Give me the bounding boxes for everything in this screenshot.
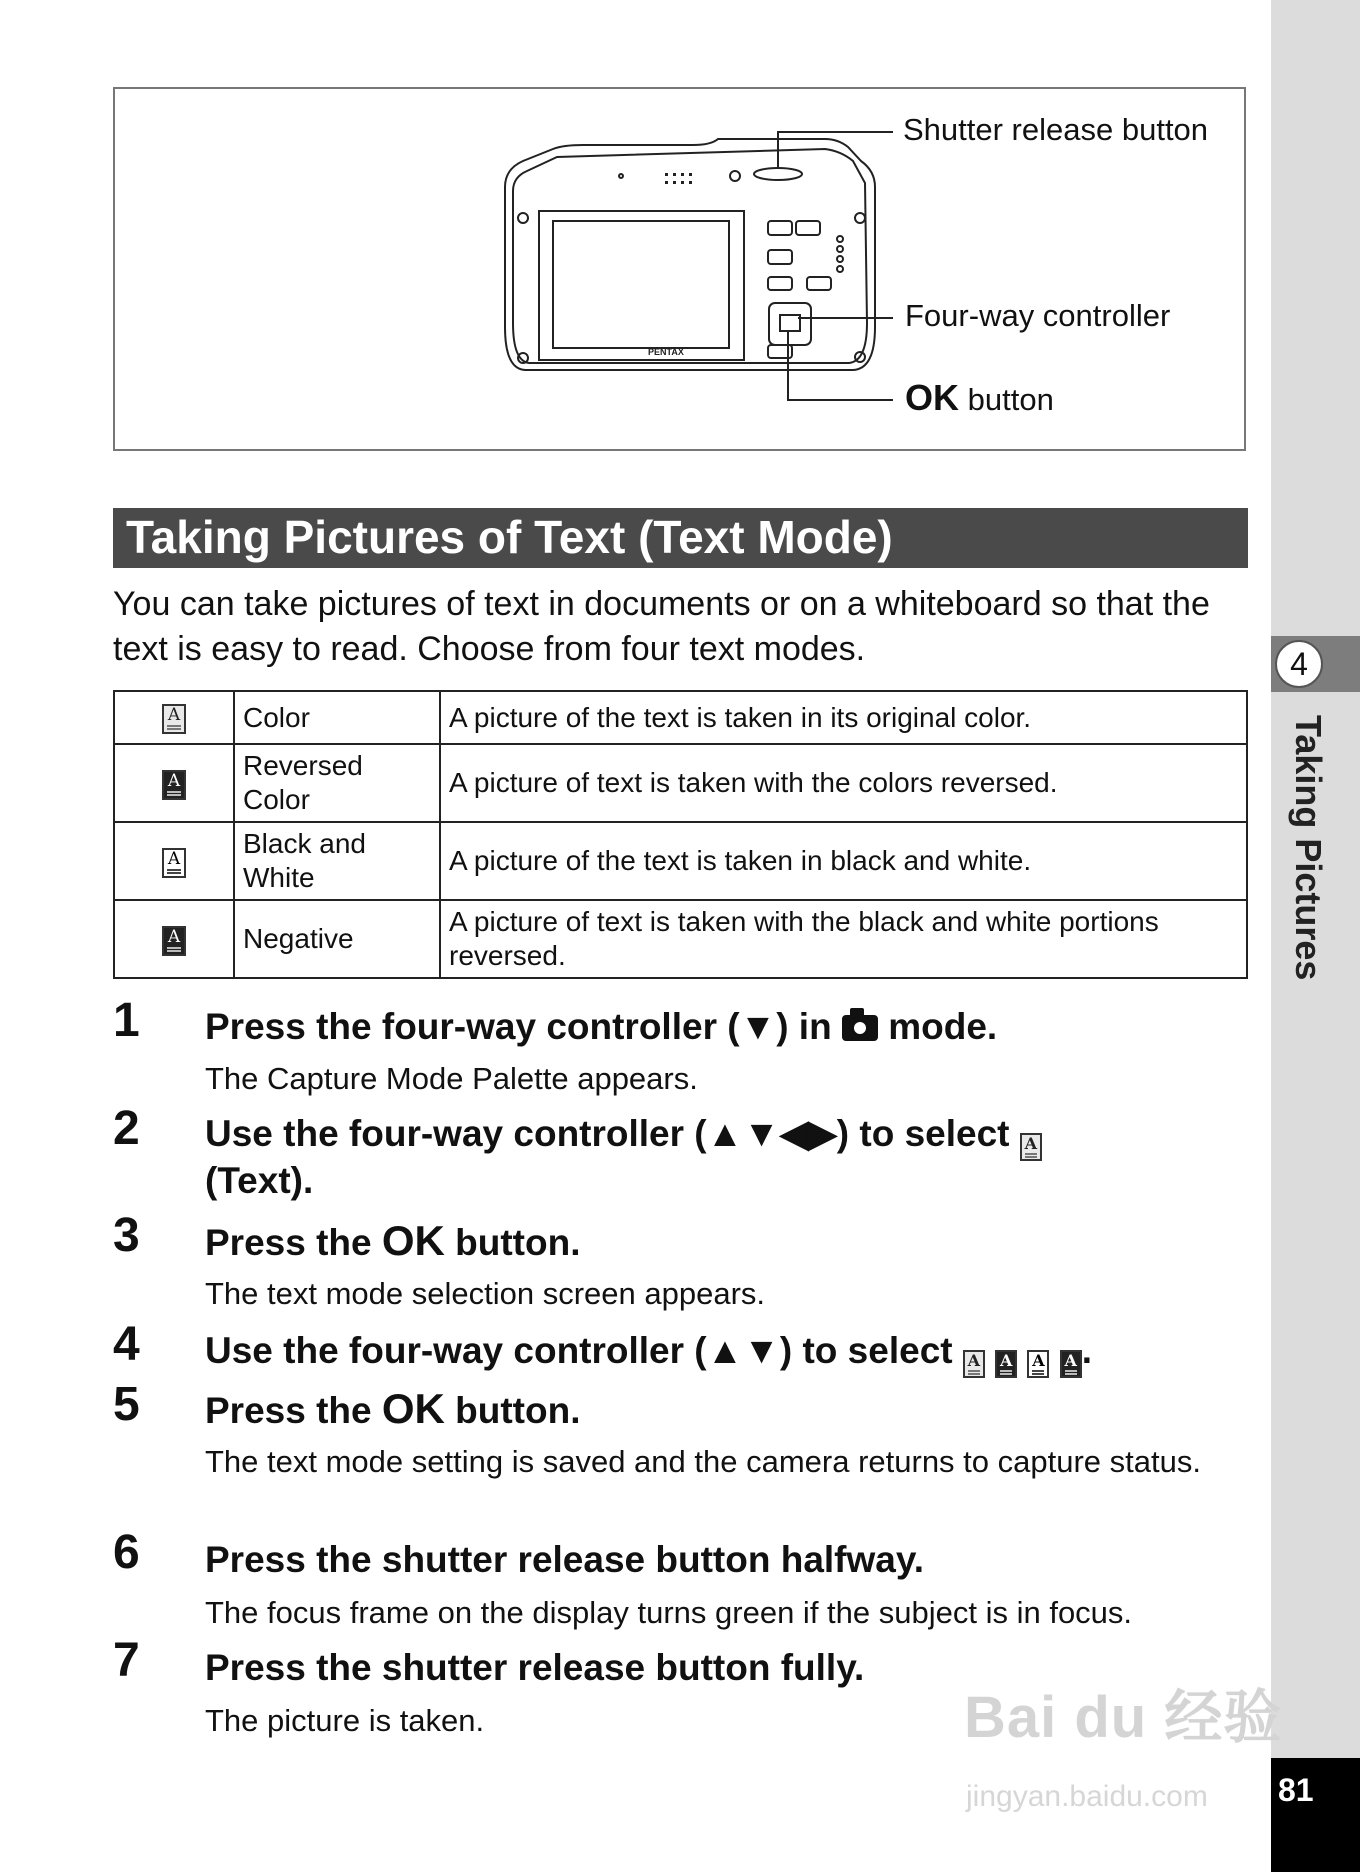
step-heading: Press the shutter release button halfway. (205, 1539, 924, 1580)
step-body: The text mode selection screen appears. (205, 1276, 766, 1311)
mode-description: A picture of the text is taken in its original color. (440, 691, 1247, 744)
ok-mark: OK (905, 377, 959, 418)
text-negative-icon: A (1060, 1350, 1082, 1378)
step-number: 5 (113, 1378, 140, 1431)
intro-paragraph: You can take pictures of text in documents or on a whiteboard so that the text is easy to read. Choose from four text modes. (113, 585, 1210, 668)
table-row (114, 744, 1247, 822)
text-negative-icon: A (162, 926, 186, 956)
mode-description: A picture of text is taken with the black and white portions reversed. (440, 900, 1247, 978)
text-reversed-color-icon: A (995, 1350, 1017, 1378)
icon-cell (114, 744, 234, 822)
mode-description: A picture of the text is taken in black and white. (440, 822, 1247, 900)
text-mode-icon: A (1020, 1133, 1042, 1161)
watermark-logo: Bai du 经验 (964, 1685, 1283, 1750)
step-heading-text: Use the four-way controller (▲▼◀▶) to select (205, 1113, 1020, 1154)
step-heading-text: . (1081, 1330, 1092, 1371)
icon-cell (114, 822, 234, 900)
callout-four-way: Four-way controller (905, 298, 1171, 333)
text-color-icon: A (162, 704, 186, 734)
step-heading-text: Press the (205, 1222, 382, 1263)
icon-cell (114, 900, 234, 978)
step-body: The focus frame on the display turns green if the subject is in focus. (205, 1595, 1133, 1630)
ok-rest: button (967, 382, 1054, 417)
mode-name: Black and White (234, 822, 440, 900)
step-number: 6 (113, 1526, 140, 1579)
step-heading (205, 1328, 1092, 1378)
text-reversed-color-icon: A (162, 770, 186, 800)
step-body: The picture is taken. (205, 1703, 485, 1738)
step-body: The text mode setting is saved and the camera returns to capture status. (205, 1444, 1201, 1479)
table-row (114, 900, 1247, 978)
page-number: 81 (1278, 1772, 1314, 1808)
camera-mode-icon (842, 1015, 878, 1041)
ok-mark: OK (381, 1385, 445, 1432)
text-black-white-icon: A (1027, 1350, 1049, 1378)
callout-ok (905, 377, 1054, 419)
callout-shutter: Shutter release button (903, 112, 1209, 147)
step-number: 7 (113, 1634, 140, 1687)
step-heading: Press the shutter release button fully. (205, 1647, 865, 1688)
step-heading-text: Use the four-way controller (▲▼) to select (205, 1330, 963, 1371)
text-color-icon: A (963, 1350, 985, 1378)
section-title: Taking Pictures of Text (Text Mode) (126, 511, 893, 563)
step-heading-continued: (Text). (205, 1160, 314, 1201)
watermark-url: jingyan.baidu.com (966, 1780, 1208, 1813)
chapter-number: 4 (1275, 640, 1323, 688)
text-modes-table (113, 690, 1248, 979)
mode-description: A picture of text is taken with the colors reversed. (440, 744, 1247, 822)
step-heading (205, 1218, 580, 1266)
table-row (114, 822, 1247, 900)
text-black-white-icon: A (162, 848, 186, 878)
chapter-title: Taking Pictures (1288, 715, 1329, 981)
mode-name: Negative (234, 900, 440, 978)
step-heading (205, 1111, 1042, 1161)
table-row (114, 691, 1247, 744)
step-heading-text: mode. (877, 1006, 998, 1047)
step-heading-text: Press the four-way controller (▼) in (205, 1006, 842, 1047)
icon-cell (114, 691, 234, 744)
mode-name: Reversed Color (234, 744, 440, 822)
ok-mark: OK (381, 1217, 445, 1264)
step-body: The Capture Mode Palette appears. (205, 1061, 698, 1096)
step-number: 2 (113, 1102, 140, 1155)
mode-name: Color (234, 691, 440, 744)
step-number: 3 (113, 1209, 140, 1262)
camera-brand: PENTAX (648, 347, 684, 357)
step-number: 4 (113, 1318, 140, 1371)
step-number: 1 (113, 994, 140, 1047)
step-heading (205, 1004, 997, 1050)
step-heading-text: button. (444, 1390, 581, 1431)
step-heading-text: Press the (205, 1390, 382, 1431)
step-heading-text: button. (444, 1222, 581, 1263)
step-heading (205, 1386, 580, 1434)
